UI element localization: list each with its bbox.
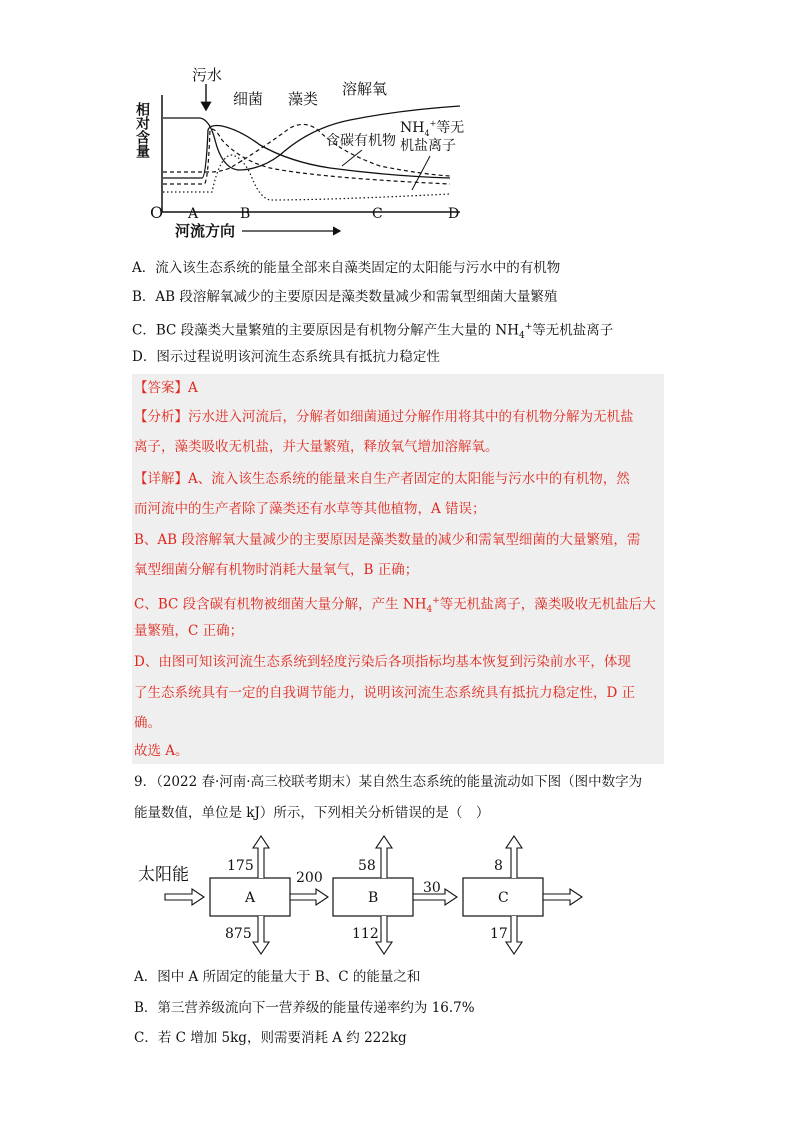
detail-line-3: B、AB 段溶解氧大量减少的主要原因是藻类数量的减少和需氧型细菌的大量繁殖，需 [134, 532, 641, 548]
detail-line-8: 了生态系统具有一定的自我调节能力，说明该河流生态系统具有抵抗力稳定性，D 正 [134, 685, 636, 701]
organic-label: 含碳有机物 [326, 133, 396, 149]
answer-line: 【答案】A [134, 380, 198, 396]
point-d-label: D [448, 206, 460, 222]
c-out-arrow [543, 889, 582, 905]
detail-line-5: C、BC 段含碳有机物被细菌大量分解，产生 $NH_4^+$等无机盐离子，藻类吸收无机盐后大 [134, 596, 656, 616]
box-c-label: C [498, 890, 509, 906]
x-axis-label: 河流方向 [175, 222, 236, 240]
detail-line-7: D、由图可知该河流生态系统到轻度污染后各项指标均基本恢复到污染前水平，体现 [134, 654, 631, 670]
question9-line-1: 9．（2022 春·河南·高三校联考期末）某自然生态系统的能量流动如下图（图中数字为 [134, 774, 643, 790]
nh4-leader [412, 156, 430, 190]
b-to-c-value: 30 [423, 880, 441, 896]
a-down-arrow [253, 916, 269, 954]
c-up-arrow [506, 836, 522, 878]
b-top-value: 58 [358, 858, 376, 874]
c-down-arrow [506, 916, 522, 954]
analysis-line-1: 【分析】污水进入河流后，分解者如细菌通过分解作用将其中的有机物分解为无机盐 [134, 409, 634, 425]
option-b: B．AB 段溶解氧减少的主要原因是藻类数量减少和需氧型细菌大量繁殖 [132, 289, 558, 305]
b-up-arrow [376, 836, 392, 878]
q9-option-a: A．图中 A 所固定的能量大于 B、C 的能量之和 [134, 969, 421, 985]
analysis-line-2: 离子，藻类吸收无机盐，并大量繁殖，释放氧气增加溶解氧。 [134, 439, 499, 455]
energy-flow-figure [130, 830, 600, 960]
point-a-label: A [188, 206, 199, 222]
a-to-b-value: 200 [296, 870, 323, 886]
river-pollution-figure [130, 60, 470, 250]
option-c: C．BC 段藻类大量繁殖的主要原因是有机物分解产生大量的 $NH_4^+$等无机盐离子 [132, 322, 614, 342]
algae-label: 藻类 [288, 90, 319, 108]
conclusion-line: 故选 A。 [134, 743, 189, 759]
question9-line-2: 能量数值，单位是 kJ）所示，下列相关分析错误的是（ ） [134, 805, 490, 821]
sewage-label: 污水 [192, 66, 223, 84]
c-top-value: 8 [494, 858, 503, 874]
option-d: D．图示过程说明该河流生态系统具有抵抗力稳定性 [132, 349, 440, 365]
option-a: A．流入该生态系统的能量全部来自藻类固定的太阳能与污水中的有机物 [132, 260, 561, 276]
point-b-label: B [240, 206, 251, 222]
nh4-label-cont: 机盐离子 [400, 138, 456, 154]
a-bottom-value: 875 [225, 926, 252, 942]
detail-line-9: 确。 [134, 715, 161, 731]
c-bottom-value: 17 [490, 926, 508, 942]
detail-line-2: 而河流中的生产者除了藻类还有水草等其他植物，A 错误； [134, 501, 486, 517]
a-to-b-arrow [290, 889, 328, 905]
nh4-label: $NH_4^+$等无 [400, 119, 465, 138]
sun-input-arrow [165, 889, 204, 905]
oxygen-label: 溶解氧 [342, 80, 388, 98]
bacteria-label: 细菌 [233, 90, 264, 108]
box-a-label: A [245, 890, 256, 906]
sun-energy-label: 太阳能 [138, 865, 189, 885]
detail-line-6: 量繁殖，C 正确； [134, 623, 244, 639]
q9-option-b: B．第三营养级流向下一营养级的能量传递率约为 16.7% [134, 1000, 475, 1016]
detail-line-4: 氧型细菌分解有机物时消耗大量氧气，B 正确； [134, 562, 419, 578]
b-bottom-value: 112 [352, 926, 379, 942]
y-axis-label: 相对含量 [134, 102, 150, 158]
detail-line-1: 【详解】A、流入该生态系统的能量来自生产者固定的太阳能与污水中的有机物，然 [134, 471, 630, 487]
origin-label: O [150, 203, 164, 222]
point-c-label: C [372, 206, 383, 222]
q9-option-c: C．若 C 增加 5kg，则需要消耗 A 约 222kg [134, 1030, 407, 1046]
a-up-arrow [253, 836, 269, 878]
box-b-label: B [368, 890, 379, 906]
a-top-value: 175 [227, 858, 254, 874]
